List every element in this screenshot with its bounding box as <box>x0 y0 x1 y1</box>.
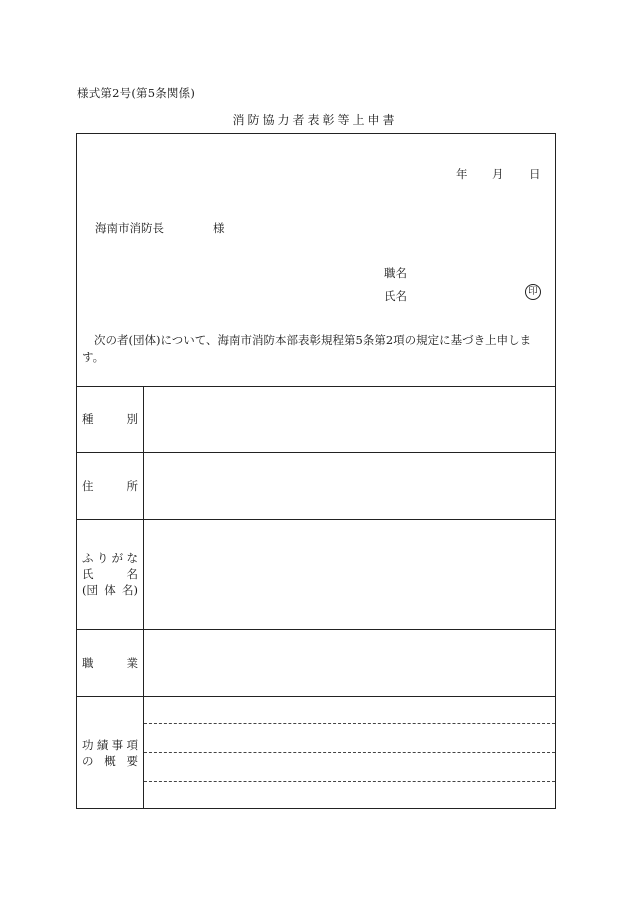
summary-writing-line <box>144 781 555 782</box>
row-label-address: 住 所 <box>82 479 138 493</box>
document-title: 消防協力者表彰等上申書 <box>232 113 398 127</box>
label-column-divider <box>143 386 144 809</box>
date-year-label: 年 <box>456 167 468 181</box>
addressee-name: 海南市消防長 <box>95 221 164 235</box>
row-divider <box>76 696 556 697</box>
addressee <box>95 220 225 236</box>
furigana-label: ふ り が な <box>82 551 138 565</box>
date-month-label: 月 <box>492 167 504 181</box>
row-label-type: 種 別 <box>82 412 138 426</box>
row-label-summary: 功 績 事 項 の 概 要 <box>82 738 138 768</box>
summary-writing-line <box>144 752 555 753</box>
date-day-label: 日 <box>529 167 541 181</box>
row-divider <box>76 519 556 520</box>
applicant-position-label: 職名 <box>384 266 407 280</box>
seal-mark: 印 <box>525 284 541 300</box>
statement-text: 次の者(団体)について、海南市消防本部表彰規程第5条第2項の規定に基づき上申します。 <box>82 333 532 364</box>
row-label-occupation: 職 業 <box>82 656 138 670</box>
row-divider <box>76 629 556 630</box>
applicant-name-label: 氏名 <box>384 289 407 303</box>
addressee-honorific: 様 <box>213 221 225 235</box>
row-divider <box>76 386 556 387</box>
row-divider <box>76 452 556 453</box>
group-name-label: (団 体 名) <box>82 583 138 597</box>
form-number: 様式第2号(第5条関係) <box>77 86 196 100</box>
row-label-name <box>82 550 138 598</box>
name-label: 氏 名 <box>82 567 138 581</box>
summary-writing-line <box>144 723 555 724</box>
